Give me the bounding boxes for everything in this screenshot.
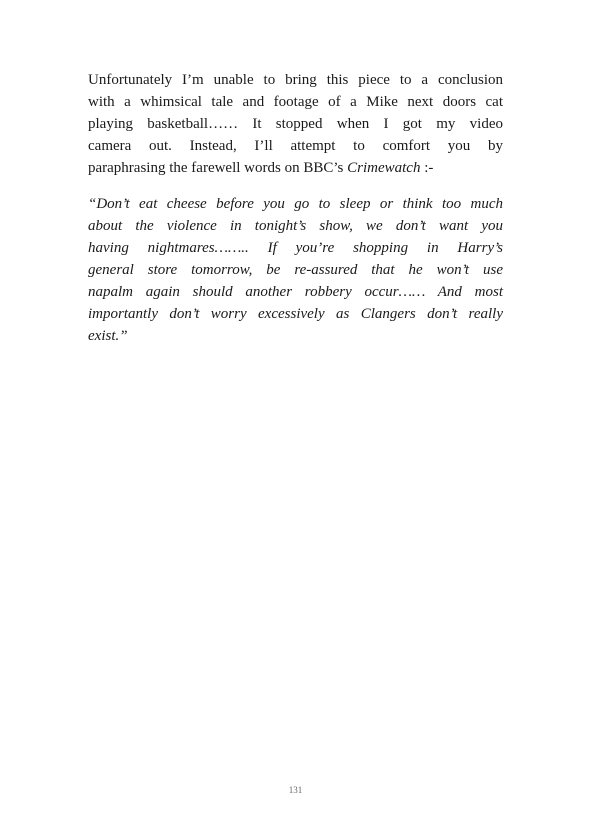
paragraph-intro-text: paraphrasing the farewell words on BBC’s <box>88 160 348 176</box>
farewell-quote <box>88 194 503 354</box>
quote-line: having nightmares…….. If you’re shopping in Harry’s <box>88 240 503 256</box>
quote-line: napalm again should another robbery occur…… And most <box>88 284 503 300</box>
quote-line: exist.” <box>88 328 128 344</box>
paragraph-intro-line: camera out. Instead, I’ll attempt to comfort you by <box>88 138 503 154</box>
quote-line: about the violence in tonight’s show, we don’t want you <box>88 218 503 234</box>
page-number: 131 <box>288 785 303 795</box>
paragraph-intro-line: playing basketball…… It stopped when I got my video <box>88 116 503 132</box>
quote-line: general store tomorrow, be re-assured that he won’t use <box>88 262 503 278</box>
paragraph-intro-last-line <box>88 158 503 178</box>
show-title: Crimewatch <box>347 160 421 176</box>
paragraph-intro-suffix: :- <box>420 160 434 176</box>
paragraph-intro <box>88 70 503 180</box>
quote-line: “Don’t eat cheese before you go to sleep or think too much <box>88 196 503 212</box>
paragraph-intro-line: with a whimsical tale and footage of a Mike next doors cat <box>88 94 503 110</box>
paragraph-intro-line: Unfortunately I’m unable to bring this piece to a conclusion <box>88 72 503 88</box>
quote-line: importantly don’t worry excessively as Clangers don’t really <box>88 306 503 322</box>
